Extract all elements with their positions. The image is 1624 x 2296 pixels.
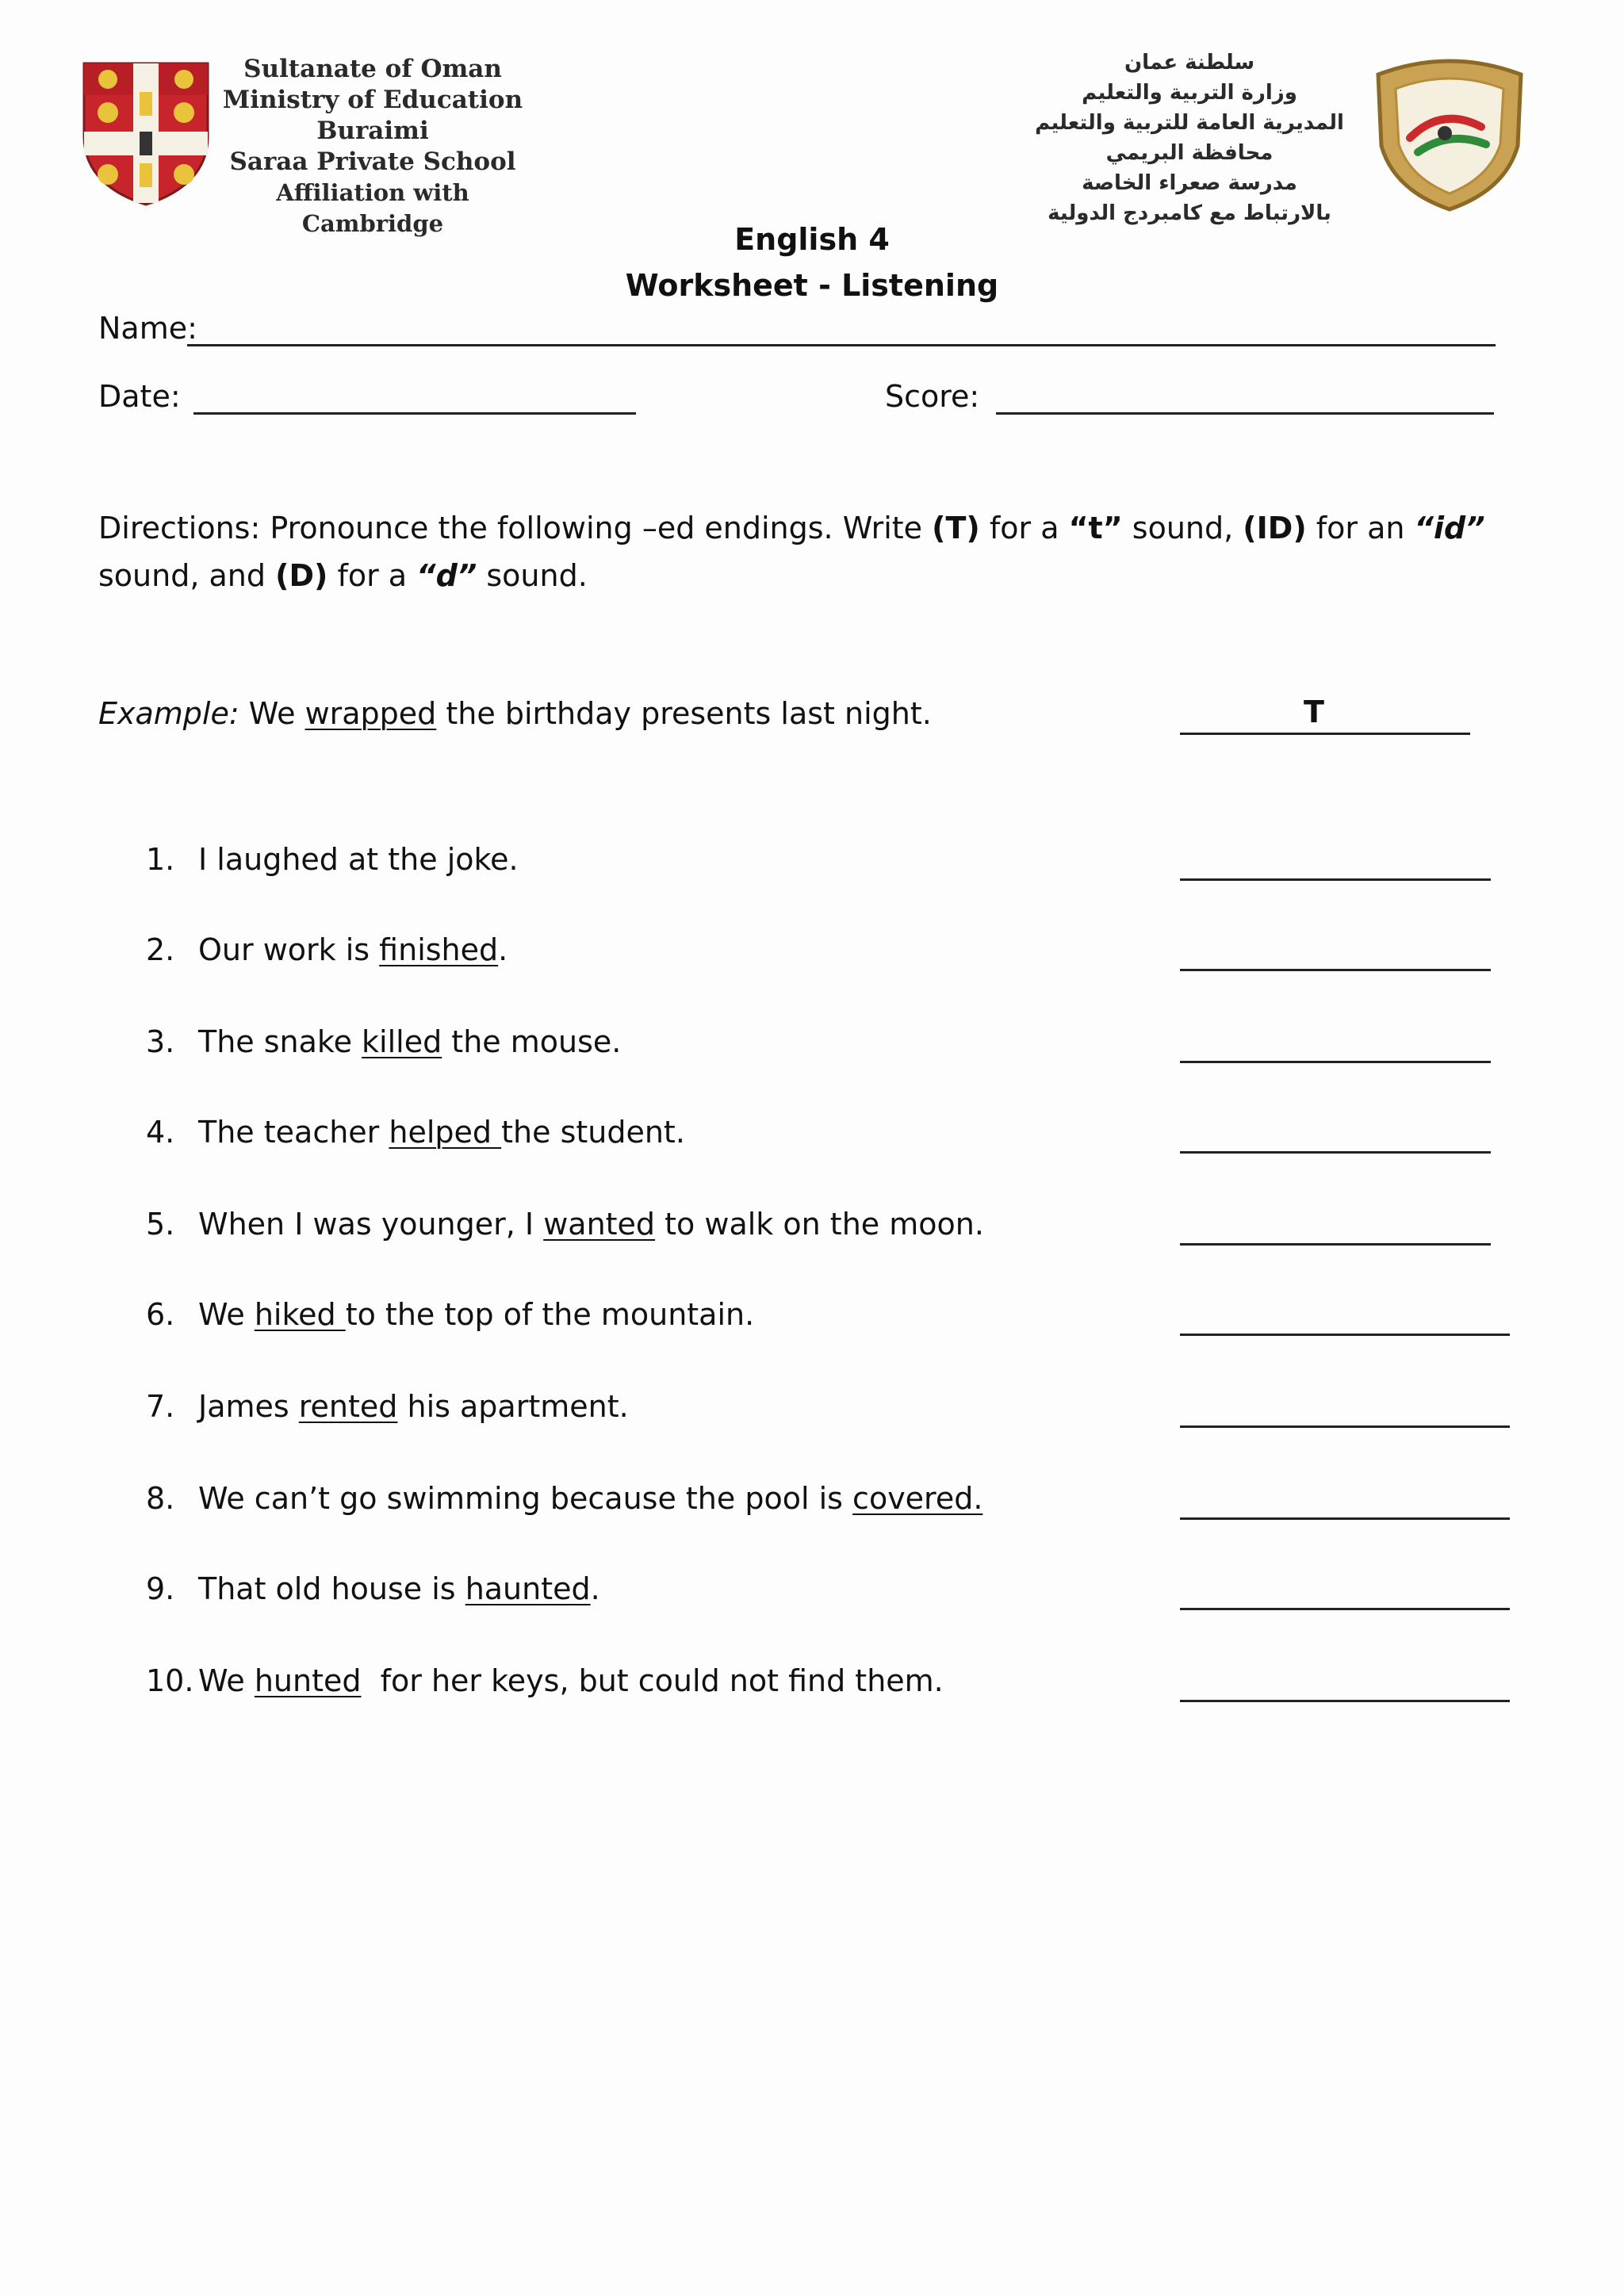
question-number: 3. xyxy=(146,1024,175,1059)
worksheet-subject-title: English 4 xyxy=(734,222,890,257)
question-item xyxy=(146,1663,944,1698)
question-text-end: . xyxy=(590,1571,600,1606)
date-field[interactable] xyxy=(193,385,636,415)
question-text-end: the student. xyxy=(501,1115,685,1150)
school-shield-logo xyxy=(1362,51,1537,212)
question-text: That old house is xyxy=(198,1571,465,1606)
example-label: Example: xyxy=(98,696,239,731)
date-label: Date: xyxy=(98,379,181,414)
directions-text: Directions: Pronounce the following –ed endings. Write (T) for a “t” sound, (ID) for an “id” sound, and (D) for a “d” sound. xyxy=(98,511,1485,593)
question-number: 2. xyxy=(146,932,175,967)
target-word: covered. xyxy=(852,1481,983,1516)
question-item xyxy=(146,1024,621,1059)
answer-line[interactable] xyxy=(1180,1215,1491,1246)
target-word: finished xyxy=(379,932,499,967)
question-text-end: . xyxy=(498,932,508,967)
question-text: Our work is xyxy=(198,932,380,967)
example-answer: T xyxy=(1304,695,1324,729)
question-item xyxy=(146,1297,754,1332)
name-field[interactable] xyxy=(187,317,1496,346)
answer-line[interactable] xyxy=(1180,940,1491,971)
question-text-end: for her keys, but could not find them. xyxy=(361,1663,944,1698)
question-number: 1. xyxy=(146,842,175,877)
target-word: rented xyxy=(298,1389,398,1424)
example-target-word: wrapped xyxy=(304,696,437,731)
question-number: 6. xyxy=(146,1297,175,1332)
answer-line[interactable] xyxy=(1180,1489,1510,1520)
question-text: The teacher xyxy=(198,1115,389,1150)
target-word: killed xyxy=(362,1024,442,1059)
question-number: 7. xyxy=(146,1389,175,1424)
question-item xyxy=(146,932,508,967)
example-sentence: Example: We wrapped the birthday presents last night. xyxy=(98,696,932,731)
target-word: hiked xyxy=(254,1297,346,1332)
question-number: 8. xyxy=(146,1481,175,1516)
answer-line[interactable] xyxy=(1180,1032,1491,1063)
question-number: 5. xyxy=(146,1207,175,1242)
question-text: I laughed at the joke. xyxy=(198,842,519,877)
question-text: We can’t go swimming because the pool is xyxy=(198,1481,853,1516)
question-text: We xyxy=(198,1297,255,1332)
name-label: Name: xyxy=(98,311,197,346)
question-text: We xyxy=(198,1663,255,1698)
question-text: The snake xyxy=(198,1024,362,1059)
worksheet-title: Worksheet - Listening xyxy=(625,268,999,303)
question-item xyxy=(146,1389,629,1424)
answer-line[interactable] xyxy=(1180,1579,1510,1610)
target-word: haunted xyxy=(465,1571,591,1606)
target-word: hunted xyxy=(254,1663,362,1698)
question-item xyxy=(146,1571,600,1606)
question-text-end: his apartment. xyxy=(397,1389,629,1424)
answer-line[interactable] xyxy=(1180,1305,1510,1336)
question-text-end: to walk on the moon. xyxy=(655,1207,984,1242)
question-item xyxy=(146,1481,982,1516)
cambridge-crest-logo xyxy=(81,60,211,206)
question-number: 4. xyxy=(146,1115,175,1150)
score-field[interactable] xyxy=(996,385,1494,415)
question-item xyxy=(146,1207,984,1242)
school-name-english: Sultanate of Oman Ministry of Education Buraimi Saraa Private School Affiliation with Cambridge xyxy=(222,55,523,237)
question-item xyxy=(146,1115,685,1150)
question-item xyxy=(146,842,519,877)
example-answer-line xyxy=(1180,704,1470,735)
answer-line[interactable] xyxy=(1180,1123,1491,1154)
question-number: 10. xyxy=(146,1663,194,1698)
school-name-arabic: سلطنة عمان وزارة التربية والتعليم المديرية العامة للتربية والتعليم محافظة البريمي مدرسة صعراء الخاصة بالارتباط مع كامبردج الدولية xyxy=(1035,51,1344,225)
answer-line[interactable] xyxy=(1180,1671,1510,1702)
question-text-end: the mouse. xyxy=(442,1024,622,1059)
score-label: Score: xyxy=(885,379,980,414)
target-word: helped xyxy=(389,1115,502,1150)
answer-line[interactable] xyxy=(1180,850,1491,881)
question-text-end: to the top of the mountain. xyxy=(345,1297,755,1332)
answer-line[interactable] xyxy=(1180,1397,1510,1428)
question-number: 9. xyxy=(146,1571,175,1606)
target-word: wanted xyxy=(543,1207,656,1242)
question-text: James xyxy=(198,1389,299,1424)
question-text: When I was younger, I xyxy=(198,1207,544,1242)
